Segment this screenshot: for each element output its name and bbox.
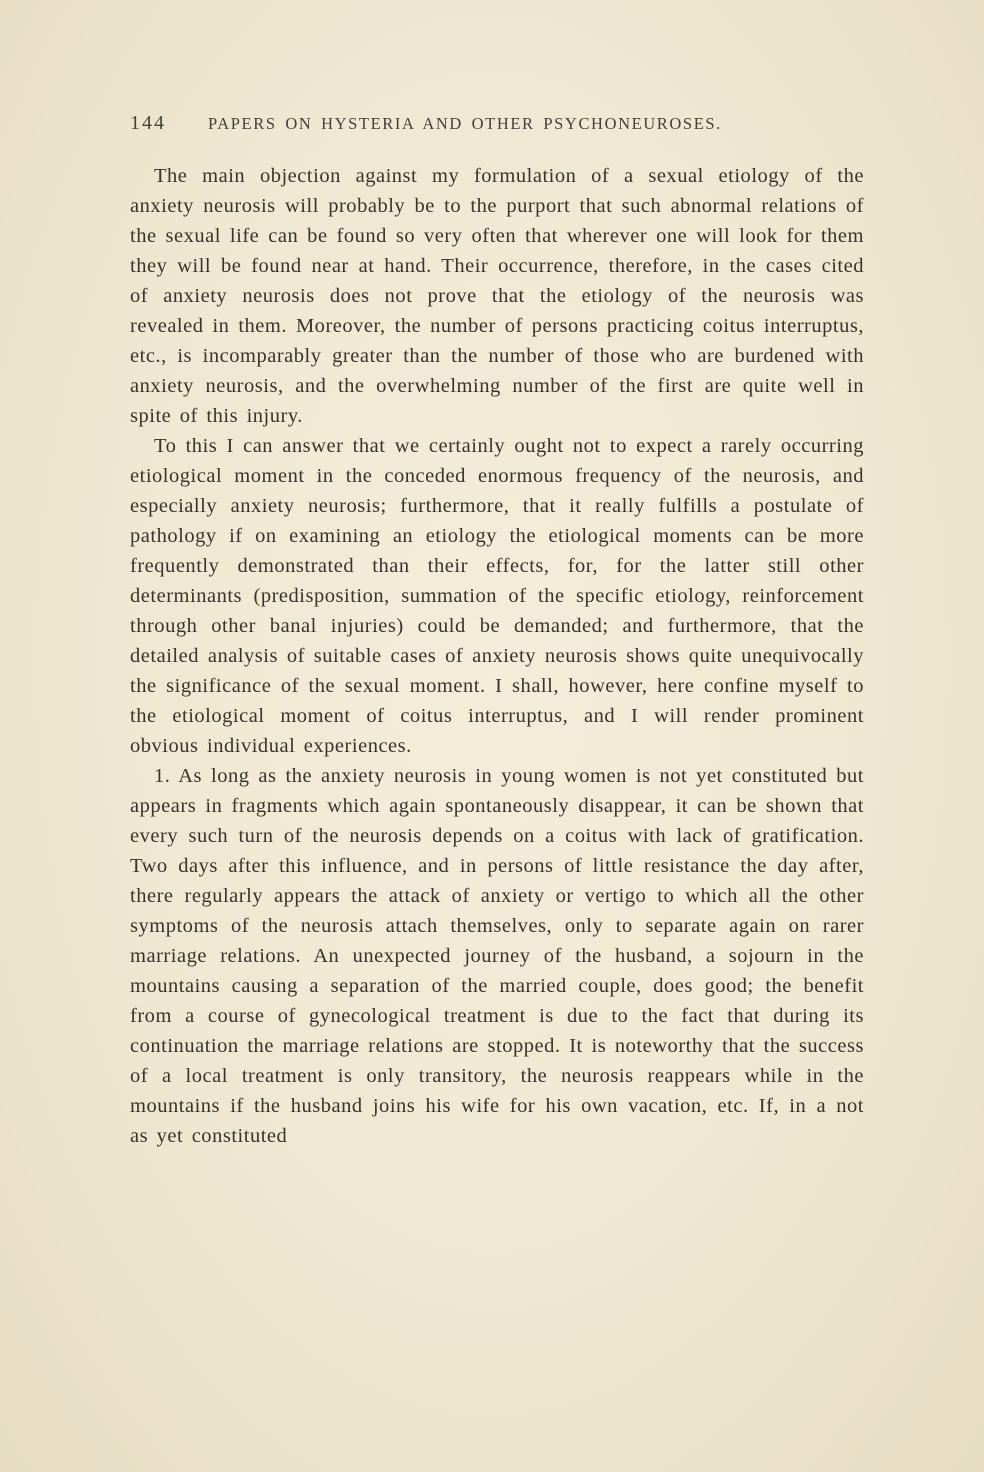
- page-header: [130, 112, 864, 135]
- page-number: 144: [130, 112, 166, 134]
- body-text: [130, 161, 864, 1151]
- running-title: PAPERS ON HYSTERIA AND OTHER PSYCHONEUROSES.: [208, 114, 722, 133]
- paragraph: To this I can answer that we certainly ought not to expect a rarely occurring etiological moment in the conceded enormous frequency of the neurosis, and especially anxiety neurosis; furthermore, that it really fulfills a postulate of pathology if on examining an etiology the etiological moments can be more frequently demonstrated than their effects, for, for the latter still other determinants (predisposition, summation of the specific etiology, reinforcement through other banal injuries) could be demanded; and furthermore, that the detailed analysis of suitable cases of anxiety neurosis shows quite unequivocally the significance of the sexual moment. I shall, however, here confine myself to the etiological moment of coitus interruptus, and I will render prominent obvious individual experiences.: [130, 435, 864, 757]
- paragraph: The main objection against my formulation of a sexual etiology of the anxiety neurosis will probably be to the purport that such abnormal relations of the sexual life can be found so very often that wherever one will look for them they will be found near at hand. Their occurrence, therefore, in the cases cited of anxiety neurosis does not prove that the etiology of the neurosis was revealed in them. Moreover, the number of persons practicing coitus interruptus, etc., is incomparably greater than the number of those who are burdened with anxiety neurosis, and the overwhelming number of the first are quite well in spite of this injury.: [130, 165, 864, 427]
- paragraph: 1. As long as the anxiety neurosis in young women is not yet constituted but appears in fragments which again spontaneously disappear, it can be shown that every such turn of the neurosis depends on a coitus with lack of gratification. Two days after this influence, and in persons of little resistance the day after, there regularly appears the attack of anxiety or vertigo to which all the other symptoms of the neurosis attach themselves, only to separate again on rarer marriage relations. An unexpected journey of the husband, a sojourn in the mountains causing a separation of the married couple, does good; the benefit from a course of gynecological treatment is due to the fact that during its continuation the marriage relations are stopped. It is noteworthy that the success of a local treatment is only transitory, the neurosis reappears while in the mountains if the husband joins his wife for his own vacation, etc. If, in a not as yet constituted: [130, 765, 864, 1147]
